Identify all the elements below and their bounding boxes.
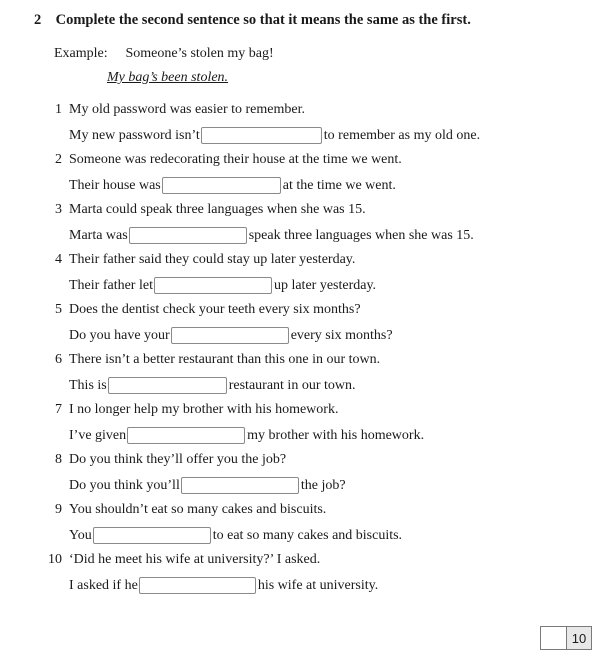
answer-blank-input[interactable] <box>181 477 299 494</box>
question-number: 8 <box>55 452 62 467</box>
answer-blank-input[interactable] <box>171 327 289 344</box>
answer-suffix: his wife at university. <box>257 577 379 593</box>
answer-prefix: You <box>69 527 92 543</box>
question-sentence: Marta could speak three languages when she was 15. <box>69 202 366 217</box>
question-number: 3 <box>55 202 62 217</box>
answer-suffix: speak three languages when she was 15. <box>248 227 474 243</box>
example-line <box>54 46 274 62</box>
question-number: 6 <box>55 352 62 367</box>
answer-line <box>69 527 402 544</box>
question-number: 10 <box>48 552 62 567</box>
answer-prefix: This is <box>69 377 107 393</box>
question-number: 1 <box>55 102 62 117</box>
question-sentence: You shouldn’t eat so many cakes and biscuits. <box>69 502 327 517</box>
score-total: 10 <box>567 627 591 649</box>
answer-line <box>69 177 396 194</box>
answer-suffix: at the time we went. <box>282 177 396 193</box>
question-number: 9 <box>55 502 62 517</box>
answer-blank-input[interactable] <box>129 227 247 244</box>
answer-prefix: Do you think you’ll <box>69 477 180 493</box>
answer-line <box>69 127 480 144</box>
answer-line <box>69 277 376 294</box>
question-number: 7 <box>55 402 62 417</box>
question-number: 4 <box>55 252 62 267</box>
question-sentence: ‘Did he meet his wife at university?’ I asked. <box>69 552 321 567</box>
exercise-number: 2 <box>34 12 42 28</box>
answer-suffix: the job? <box>300 477 346 493</box>
answer-line <box>69 427 424 444</box>
question-sentence: My old password was easier to remember. <box>69 102 305 117</box>
question-sentence: Does the dentist check your teeth every six months? <box>69 302 361 317</box>
example-sentence: Someone’s stolen my bag! <box>125 46 274 61</box>
answer-suffix: every six months? <box>290 327 393 343</box>
answer-suffix: to remember as my old one. <box>323 127 481 143</box>
answer-line <box>69 577 378 594</box>
answer-suffix: up later yesterday. <box>273 277 377 293</box>
question-number: 5 <box>55 302 62 317</box>
answer-suffix: to eat so many cakes and biscuits. <box>212 527 403 543</box>
answer-prefix: I asked if he <box>69 577 138 593</box>
question-sentence: Their father said they could stay up later yesterday. <box>69 252 356 267</box>
answer-blank-input[interactable] <box>93 527 211 544</box>
question-sentence: There isn’t a better restaurant than this one in our town. <box>69 352 381 367</box>
example-label: Example: <box>54 46 108 61</box>
answer-prefix: Do you have your <box>69 327 170 343</box>
question-number: 2 <box>55 152 62 167</box>
answer-prefix: Their father let <box>69 277 153 293</box>
score-earned-field[interactable] <box>541 627 567 649</box>
exercise-instruction: Complete the second sentence so that it means the same as the first. <box>55 12 471 28</box>
example-answer: My bag’s been stolen. <box>107 70 229 85</box>
question-sentence: Someone was redecorating their house at the time we went. <box>69 152 402 167</box>
answer-blank-input[interactable] <box>162 177 281 194</box>
answer-prefix: Their house was <box>69 177 161 193</box>
answer-blank-input[interactable] <box>201 127 322 144</box>
answer-blank-input[interactable] <box>108 377 227 394</box>
answer-suffix: restaurant in our town. <box>228 377 356 393</box>
answer-line <box>69 227 474 244</box>
question-sentence: I no longer help my brother with his homework. <box>69 402 339 417</box>
answer-prefix: My new password isn’t <box>69 127 200 143</box>
question-sentence: Do you think they’ll offer you the job? <box>69 452 287 467</box>
answer-prefix: I’ve given <box>69 427 127 443</box>
answer-prefix: Marta was <box>69 227 128 243</box>
answer-line <box>69 377 355 394</box>
answer-blank-input[interactable] <box>127 427 245 444</box>
answer-line <box>69 327 393 344</box>
score-box <box>540 626 592 650</box>
answer-suffix: my brother with his homework. <box>247 427 425 443</box>
exercise-heading <box>34 12 471 29</box>
answer-blank-input[interactable] <box>154 277 272 294</box>
answer-line <box>69 477 346 494</box>
answer-blank-input[interactable] <box>139 577 256 594</box>
